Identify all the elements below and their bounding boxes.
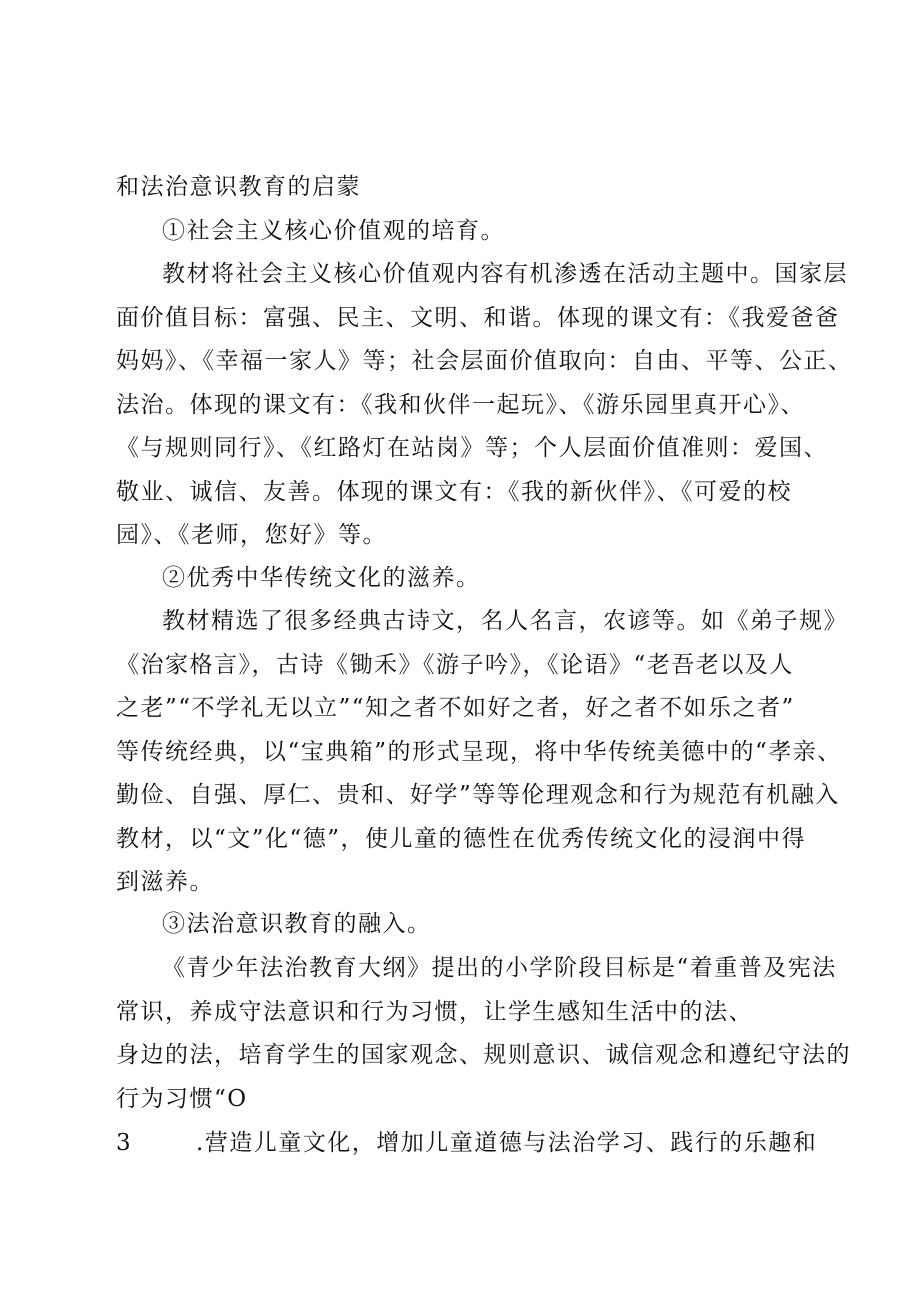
text-line: 敬业、诚信、友善。体现的课文有：《我的新伙伴》、《可爱的校 xyxy=(116,478,792,505)
text-line: 和法治意识教育的启蒙 xyxy=(116,174,361,200)
text-line: 勤俭、自强、厚仁、贵和、好学”等等伦理观念和行为规范有机融入 xyxy=(116,782,840,808)
text-line: 之老”“不学礼无以立”“知之者不如好之者，好之者不如乐之者” xyxy=(116,695,795,721)
paragraph-core-values xyxy=(116,253,853,558)
text-line: 行为习惯“O xyxy=(116,1085,248,1112)
text-line: 法治。体现的课文有：《我和伙伴一起玩》、《游乐园里真开心》、 xyxy=(116,391,805,418)
text-line: 教材将社会主义核心价值观内容有机渗透在活动主题中。国家层 xyxy=(162,261,848,287)
text-line: 教材精选了很多经典古诗文，名人名言，农谚等。如《弟子规》 xyxy=(162,608,848,634)
text-line: 园》、《老师，您好》等。 xyxy=(116,522,387,548)
text-line: 常识，养成守法意识和行为习惯，让学生感知生活中的法、 xyxy=(116,998,753,1025)
heading-rule-of-law xyxy=(116,903,862,947)
text-line: ①社会主义核心价值观的培育。 xyxy=(162,218,505,244)
text-line: ③法治意识教育的融入。 xyxy=(162,911,432,937)
paragraph-traditional-culture xyxy=(116,600,848,905)
paragraph-rule-of-law xyxy=(116,947,851,1121)
section-number: 3 xyxy=(116,1130,133,1156)
text-line: 身边的法，培育学生的国家观念、规则意识、诚信观念和遵纪守法的 xyxy=(116,1042,851,1068)
heading-socialist-core-values xyxy=(116,210,862,254)
section-text: .营造儿童文化，增加儿童道德与法治学习、践行的乐趣和 xyxy=(196,1130,818,1156)
section-item-3 xyxy=(116,1122,816,1166)
text-line: 等传统经典，以“宝典箱”的形式呈现，将中华传统美德中的“孝亲、 xyxy=(116,738,842,765)
text-line: 《治家格言》，古诗《锄禾》《游子吟》，《论语》“老吾老以及人 xyxy=(116,651,794,678)
text-line: 《青少年法治教育大纲》提出的小学阶段目标是“着重普及宪法 xyxy=(162,955,837,981)
heading-traditional-culture xyxy=(116,557,862,601)
text-line: ②优秀中华传统文化的滋养。 xyxy=(162,565,481,591)
text-line: 到滋养。 xyxy=(116,869,214,895)
text-line: 面价值目标：富强、民主、文明、和谐。体现的课文有：《我爱爸爸 xyxy=(116,304,840,331)
text-line: 《与规则同行》、《红路灯在站岗》等；个人层面价值准则：爱国、 xyxy=(116,435,828,461)
paragraph-continuation xyxy=(116,166,816,210)
text-line: 妈妈》、《幸福一家人》等；社会层面价值取向：自由、平等、公正、 xyxy=(116,348,853,374)
text-line: 教材，以“文”化“德”，使儿童的德性在优秀传统文化的浸润中得 xyxy=(116,825,807,852)
